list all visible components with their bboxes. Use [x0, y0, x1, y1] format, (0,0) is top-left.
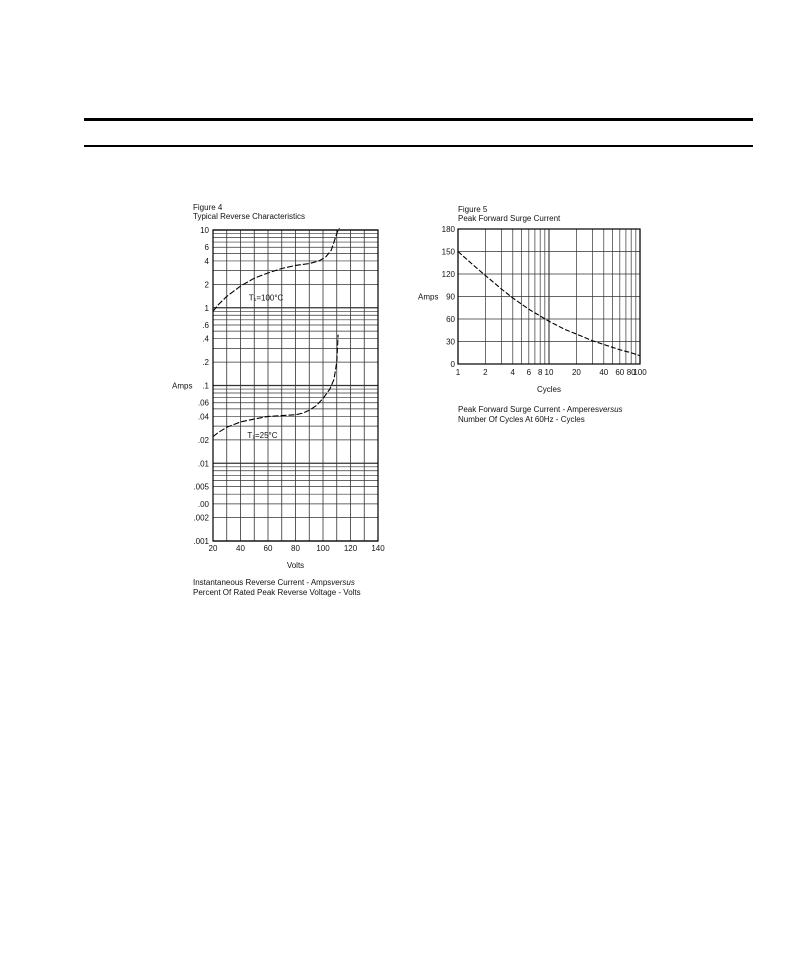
x-tick-label: 1	[455, 368, 461, 377]
figure-4-caption-line2: Percent Of Rated Peak Reverse Voltage - Volts	[193, 588, 361, 597]
y-tick-label: 2	[204, 280, 209, 290]
figure-5-title: Peak Forward Surge Current	[458, 214, 561, 223]
y-tick-label: .00	[197, 499, 209, 509]
y-axis-label: Amps	[418, 292, 439, 302]
y-tick-label: .06	[197, 398, 209, 408]
y-tick-label: .005	[193, 482, 209, 492]
y-tick-label: 10	[200, 226, 209, 235]
y-tick-label: .002	[193, 513, 209, 523]
x-tick-label: 6	[526, 368, 532, 377]
x-tick-label: 60	[263, 544, 273, 553]
figure-5-label: Figure 5	[458, 205, 488, 214]
x-axis-label: Volts	[286, 561, 305, 570]
y-tick-label: 0	[450, 360, 455, 369]
y-axis-label: Amps	[172, 381, 193, 391]
figure-5-caption-line2: Number Of Cycles At 60Hz - Cycles	[458, 415, 585, 424]
x-tick-label: 100	[316, 544, 330, 553]
figure-4-caption-versus: versus	[331, 578, 355, 587]
y-tick-label: .02	[197, 435, 209, 445]
y-tick-label: .6	[202, 320, 209, 330]
y-tick-label: 180	[441, 225, 455, 234]
figure-5-caption-versus: versus	[598, 405, 623, 414]
figure-5-caption-line1	[458, 405, 623, 415]
x-tick-label: 40	[599, 368, 609, 377]
x-tick-label: 80	[626, 368, 636, 377]
y-tick-label: .4	[202, 334, 209, 344]
x-tick-label: 40	[236, 544, 245, 553]
curve-annotation-1: T₁=100°C	[248, 293, 284, 303]
x-tick-label: 100	[633, 368, 647, 377]
y-tick-label: 6	[204, 243, 209, 253]
y-tick-label: .2	[202, 358, 209, 368]
y-tick-label: .1	[202, 381, 209, 391]
y-tick-label: 4	[204, 256, 209, 266]
figure-5-caption-text: Peak Forward Surge Current - Amperes	[458, 405, 599, 414]
x-tick-label: 80	[291, 544, 300, 553]
y-tick-label: 60	[446, 315, 455, 324]
x-tick-label: 4	[510, 368, 516, 377]
x-tick-label: 8	[537, 368, 543, 377]
curve-annotation-2: T₁=25°C	[247, 431, 278, 441]
y-tick-label: 90	[446, 292, 455, 302]
x-tick-label: 140	[371, 544, 385, 553]
x-axis-label: Cycles	[536, 385, 562, 394]
x-tick-label: 20	[208, 544, 218, 553]
figure-5-grid	[458, 229, 640, 364]
x-tick-label: 10	[544, 368, 554, 377]
x-tick-label: 60	[615, 368, 625, 377]
figure-4-caption-text: Instantaneous Reverse Current - Amps	[193, 578, 332, 587]
x-tick-label: 20	[571, 368, 581, 377]
y-tick-label: .04	[197, 412, 209, 422]
y-tick-label: 1	[204, 303, 209, 313]
y-tick-label: 30	[446, 337, 455, 347]
figure-4-title: Typical Reverse Characteristics	[193, 212, 306, 221]
y-tick-label: .01	[197, 459, 209, 469]
x-tick-label: 120	[343, 544, 358, 553]
figure-4-label: Figure 4	[193, 203, 223, 212]
x-tick-label: 2	[483, 368, 488, 377]
y-tick-label: 150	[441, 247, 455, 257]
y-tick-label: 120	[441, 270, 455, 279]
y-tick-label: .001	[193, 537, 209, 546]
